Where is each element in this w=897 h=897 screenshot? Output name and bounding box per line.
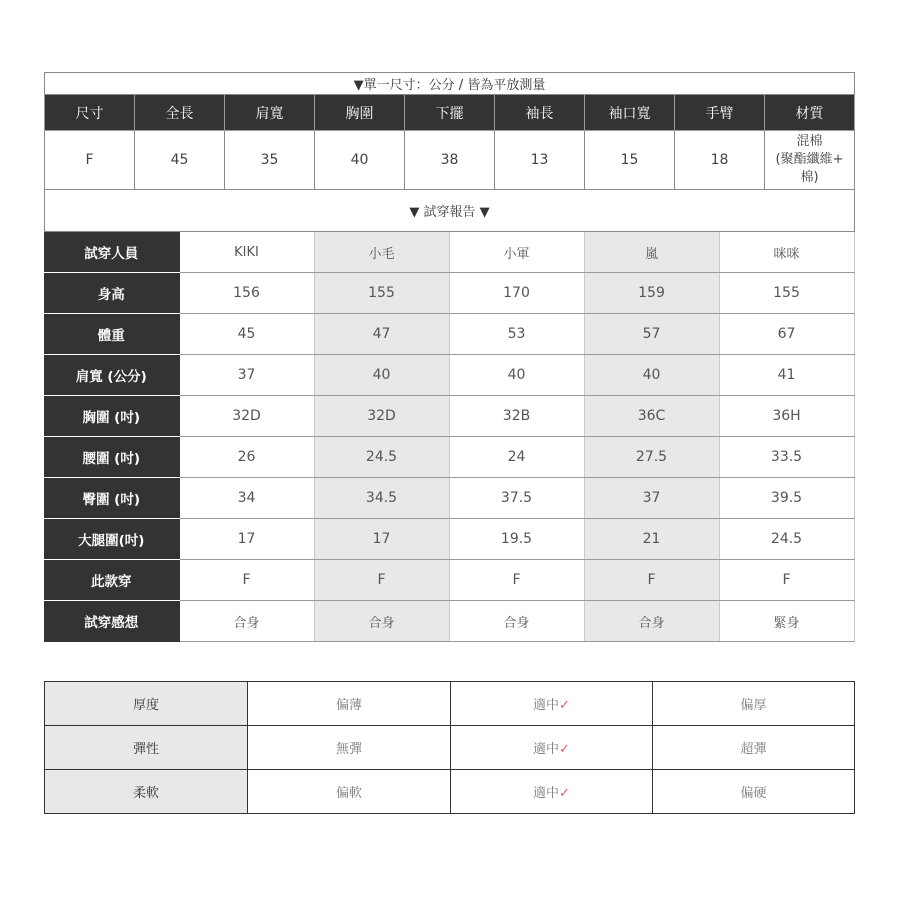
fabric-row: [45, 726, 855, 770]
fabric-option-label: 偏軟: [335, 786, 362, 801]
tryon-cell: KIKI: [179, 232, 314, 273]
size-chart-table: [44, 72, 855, 232]
fabric-option-label: 超彈: [740, 742, 767, 757]
tryon-cell: 小毛: [314, 232, 449, 273]
header-shoulder: 肩寬: [225, 95, 315, 131]
tryon-row: [44, 314, 854, 355]
fabric-row: [45, 682, 855, 726]
tryon-row-label: 胸圍 (吋): [44, 396, 179, 437]
tryon-cell: 37: [584, 478, 719, 519]
checkmark-icon: ✓: [559, 786, 570, 801]
tryon-cell: 合身: [179, 601, 314, 642]
tryon-cell: 33.5: [719, 437, 854, 478]
fabric-option: [653, 726, 855, 770]
tryon-row: [44, 232, 854, 273]
tryon-cell: 21: [584, 519, 719, 560]
fabric-option: [451, 770, 653, 814]
value-material: [765, 131, 855, 190]
header-length: 全長: [135, 95, 225, 131]
tryon-cell: 咪咪: [719, 232, 854, 273]
tryon-cell: 159: [584, 273, 719, 314]
tryon-cell: F: [584, 560, 719, 601]
tryon-row-label: 身高: [44, 273, 179, 314]
tryon-row-label: 試穿感想: [44, 601, 179, 642]
material-line-1: 混棉: [796, 134, 823, 149]
tryon-cell: 合身: [449, 601, 584, 642]
tryon-cell: 32D: [314, 396, 449, 437]
tryon-cell: 36C: [584, 396, 719, 437]
value-length: 45: [135, 131, 225, 190]
fabric-option-label: 適中: [533, 742, 560, 757]
tryon-cell: 170: [449, 273, 584, 314]
tryon-cell: 24: [449, 437, 584, 478]
header-size: 尺寸: [45, 95, 135, 131]
tryon-cell: 155: [314, 273, 449, 314]
fabric-option-label: 偏硬: [740, 786, 767, 801]
tryon-cell: 155: [719, 273, 854, 314]
fabric-option: [653, 682, 855, 726]
tryon-cell: 緊身: [719, 601, 854, 642]
tryon-cell: 嵐: [584, 232, 719, 273]
tryon-row-label: 肩寬 (公分): [44, 355, 179, 396]
value-arm: 18: [675, 131, 765, 190]
tryon-report-title: ▼ 試穿報告 ▼: [45, 190, 855, 232]
tryon-cell: F: [314, 560, 449, 601]
tryon-row-label: 臀圍 (吋): [44, 478, 179, 519]
tryon-row: [44, 560, 854, 601]
fabric-option-label: 偏厚: [740, 698, 767, 713]
tryon-cell: 合身: [314, 601, 449, 642]
tryon-cell: 53: [449, 314, 584, 355]
fabric-row-label: 厚度: [45, 682, 248, 726]
fabric-option: [248, 726, 451, 770]
tryon-cell: 小軍: [449, 232, 584, 273]
tryon-cell: 17: [179, 519, 314, 560]
material-line-2: (聚酯纖維+: [775, 152, 844, 167]
tryon-report-table: [44, 232, 855, 642]
value-bust: 40: [315, 131, 405, 190]
fabric-row-label: 柔軟: [45, 770, 248, 814]
tryon-cell: 19.5: [449, 519, 584, 560]
size-chart-title: ▼單一尺寸：公分 / 皆為平放測量: [45, 73, 855, 95]
tryon-row-label: 試穿人員: [44, 232, 179, 273]
fabric-row: [45, 770, 855, 814]
material-line-3: 棉): [800, 170, 819, 185]
tryon-row: [44, 437, 854, 478]
tryon-row: [44, 396, 854, 437]
header-arm: 手臂: [675, 95, 765, 131]
tryon-cell: 37: [179, 355, 314, 396]
value-sleeve-length: 13: [495, 131, 585, 190]
header-material: 材質: [765, 95, 855, 131]
tryon-row: [44, 478, 854, 519]
value-size: F: [45, 131, 135, 190]
fabric-option: [248, 682, 451, 726]
fabric-option: [451, 726, 653, 770]
tryon-cell: 37.5: [449, 478, 584, 519]
checkmark-icon: ✓: [559, 698, 570, 713]
tryon-cell: 40: [449, 355, 584, 396]
checkmark-icon: ✓: [559, 742, 570, 757]
fabric-option: [248, 770, 451, 814]
fabric-properties-table: [44, 681, 855, 814]
tryon-cell: 41: [719, 355, 854, 396]
header-sleeve-length: 袖長: [495, 95, 585, 131]
fabric-option-label: 適中: [533, 786, 560, 801]
fabric-option: [451, 682, 653, 726]
tryon-row-label: 腰圍 (吋): [44, 437, 179, 478]
fabric-row-label: 彈性: [45, 726, 248, 770]
tryon-cell: 40: [314, 355, 449, 396]
tryon-cell: 32B: [449, 396, 584, 437]
fabric-option-label: 適中: [533, 698, 560, 713]
fabric-option-label: 無彈: [335, 742, 362, 757]
tryon-cell: 39.5: [719, 478, 854, 519]
value-hem: 38: [405, 131, 495, 190]
fabric-option-label: 偏薄: [335, 698, 362, 713]
tryon-cell: 36H: [719, 396, 854, 437]
tryon-cell: F: [179, 560, 314, 601]
header-cuff-width: 袖口寬: [585, 95, 675, 131]
fabric-option: [653, 770, 855, 814]
tryon-cell: 26: [179, 437, 314, 478]
tryon-cell: 27.5: [584, 437, 719, 478]
tryon-row: [44, 519, 854, 560]
tryon-cell: 17: [314, 519, 449, 560]
tryon-cell: F: [719, 560, 854, 601]
tryon-cell: 45: [179, 314, 314, 355]
tryon-row-label: 體重: [44, 314, 179, 355]
header-bust: 胸圍: [315, 95, 405, 131]
tryon-row: [44, 601, 854, 642]
tryon-cell: 34.5: [314, 478, 449, 519]
header-hem: 下擺: [405, 95, 495, 131]
tryon-cell: 34: [179, 478, 314, 519]
tryon-cell: 67: [719, 314, 854, 355]
tryon-cell: 47: [314, 314, 449, 355]
tryon-row: [44, 273, 854, 314]
tryon-cell: 32D: [179, 396, 314, 437]
value-shoulder: 35: [225, 131, 315, 190]
tryon-cell: 24.5: [314, 437, 449, 478]
value-cuff-width: 15: [585, 131, 675, 190]
tryon-cell: F: [449, 560, 584, 601]
tryon-cell: 156: [179, 273, 314, 314]
tryon-cell: 57: [584, 314, 719, 355]
tryon-cell: 合身: [584, 601, 719, 642]
tryon-row: [44, 355, 854, 396]
tryon-row-label: 此款穿: [44, 560, 179, 601]
tryon-row-label: 大腿圍(吋): [44, 519, 179, 560]
tryon-cell: 24.5: [719, 519, 854, 560]
tryon-cell: 40: [584, 355, 719, 396]
